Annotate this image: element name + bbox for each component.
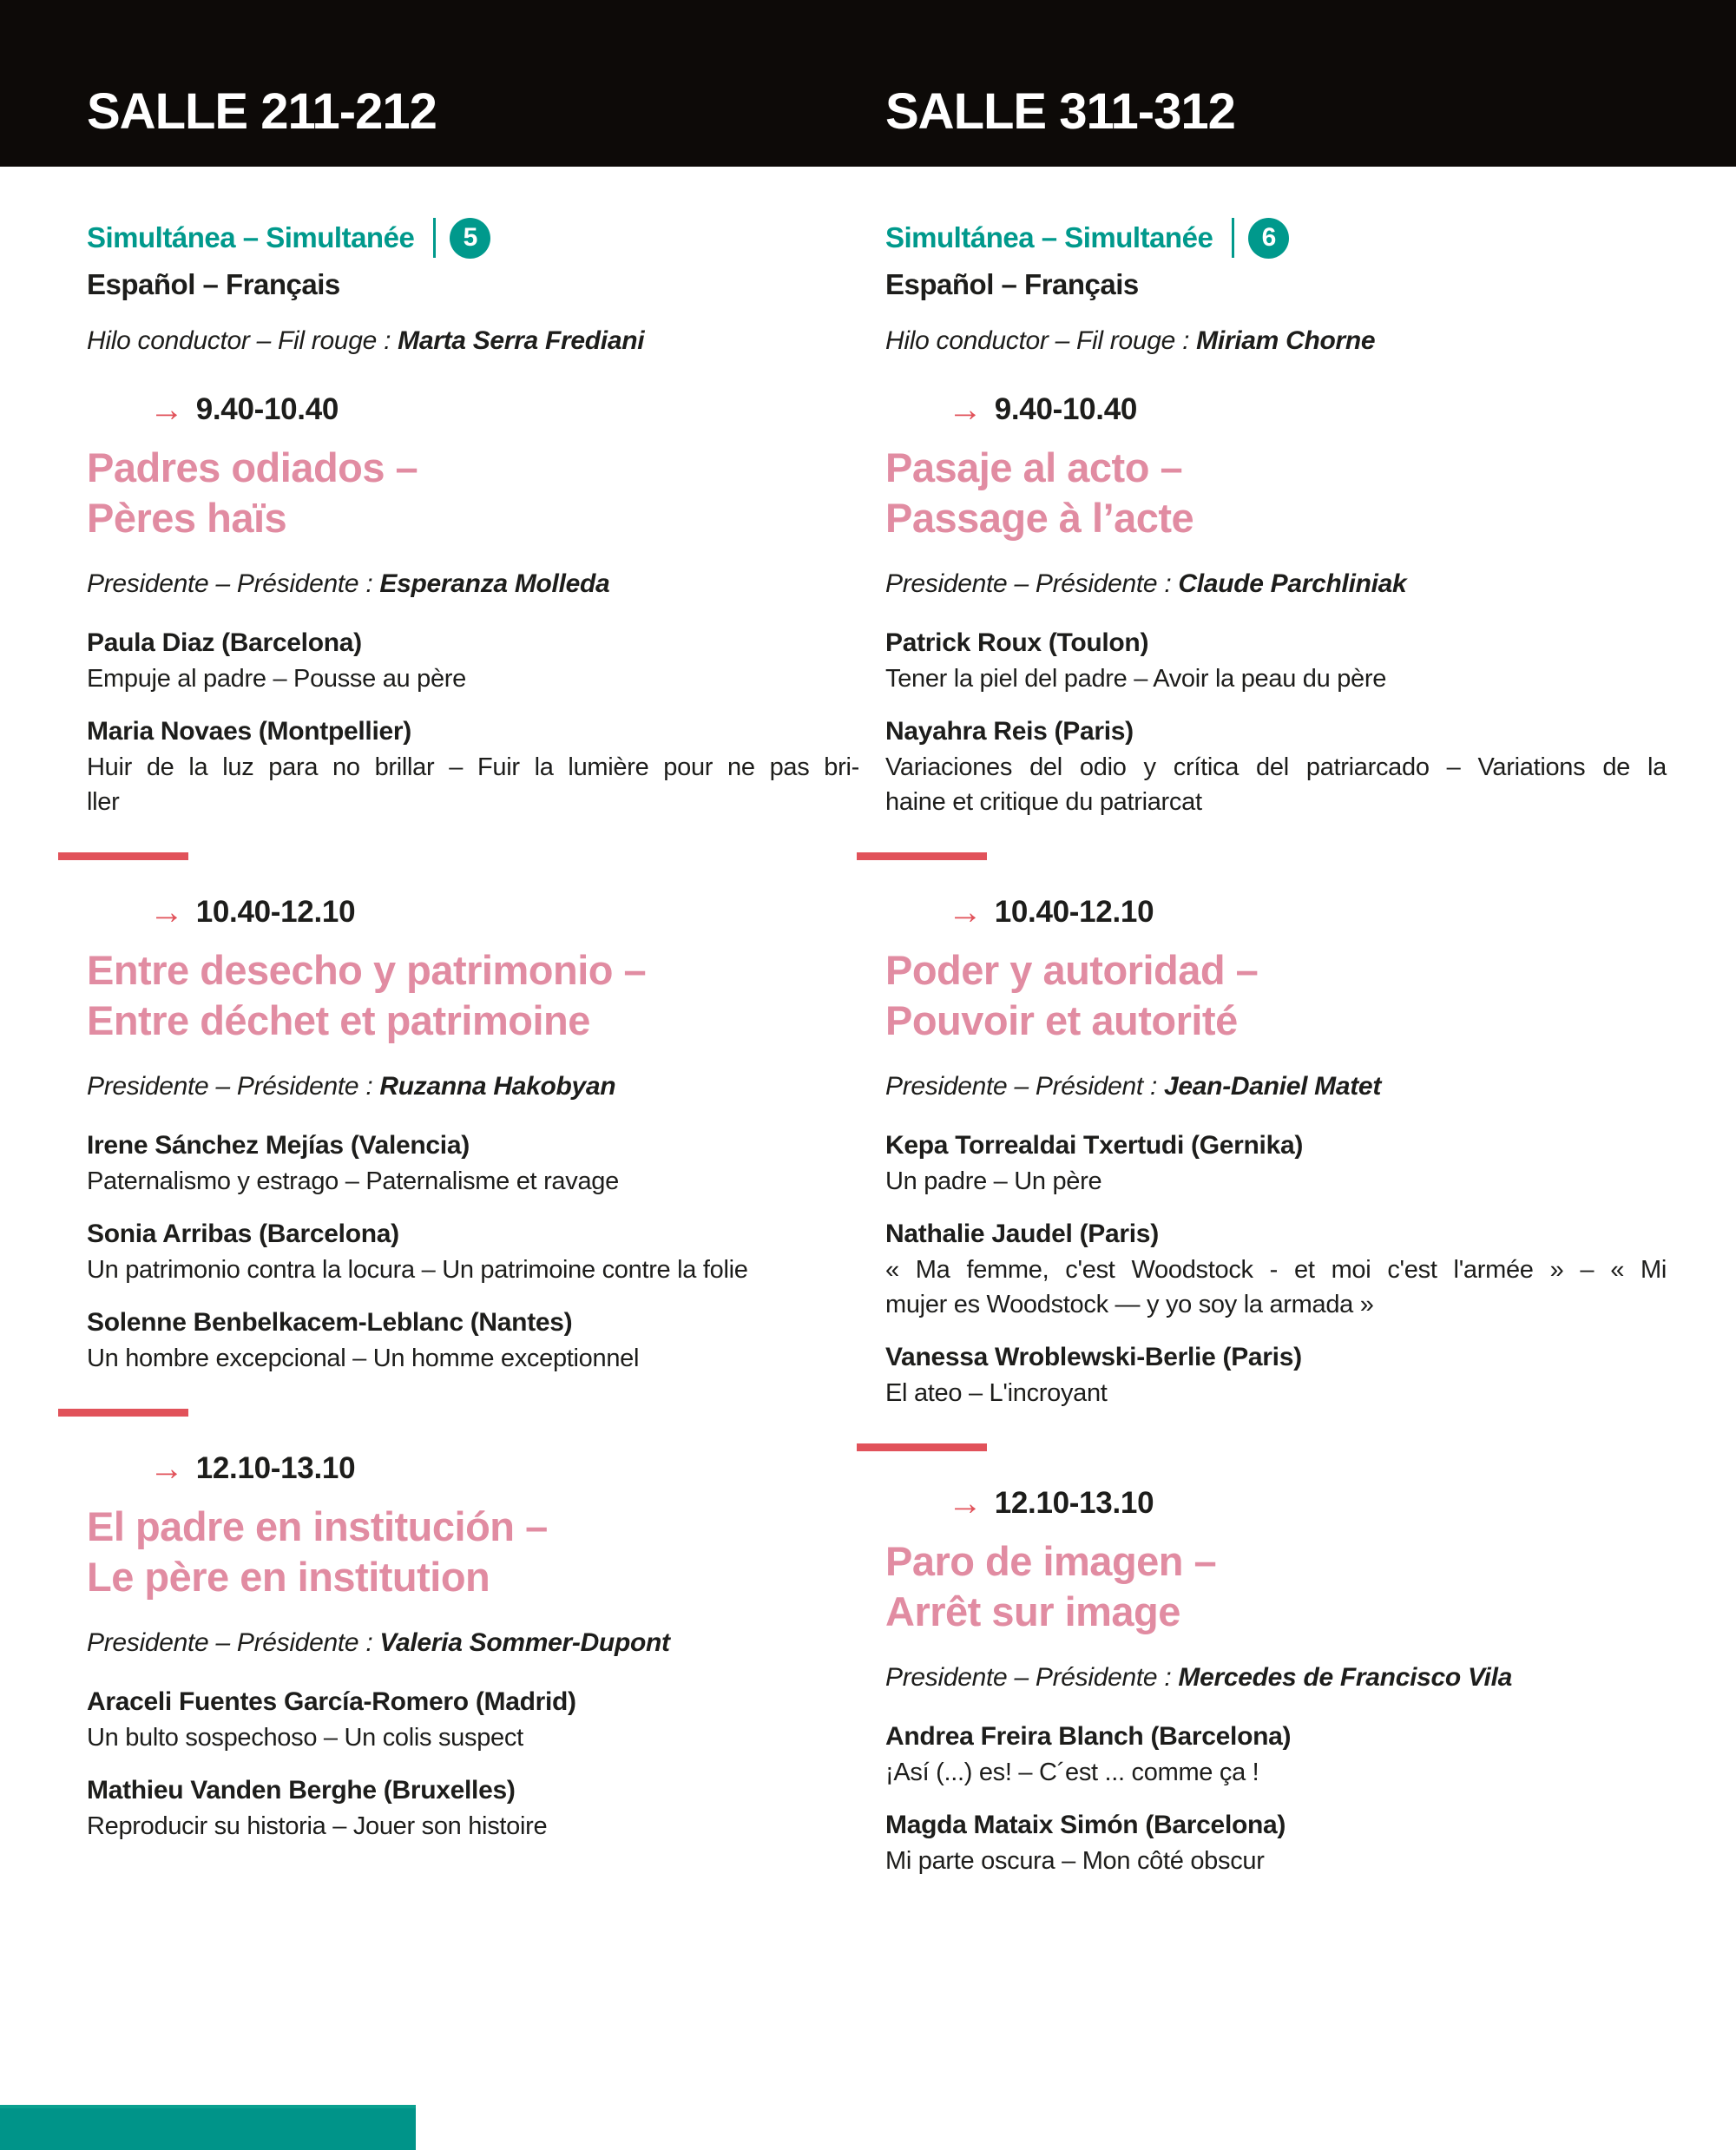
speaker-name: Maria Novaes (Montpellier): [87, 717, 411, 746]
session-title-line: Arrêt sur image: [885, 1588, 1180, 1634]
talk-title: Reproducir su historia – Jouer son histoire: [87, 1812, 548, 1840]
session: [885, 893, 1667, 1451]
session-title-line: Passage à l’acte: [885, 495, 1194, 541]
session-title-line: El padre en institución –: [87, 1503, 548, 1549]
talk: [87, 1216, 859, 1287]
chair-line: [885, 568, 1667, 601]
room-number-badge: 6: [1248, 218, 1289, 259]
session: [87, 1450, 859, 1844]
header-band: [0, 0, 1736, 167]
chair-label: Presidente – Présidente :: [87, 1628, 380, 1657]
session-title-line: Pouvoir et autorité: [885, 997, 1238, 1043]
mode-row: [885, 217, 1667, 259]
room-title-right: SALLE 311-312: [885, 83, 1235, 140]
session-title: [87, 945, 859, 1046]
session-time-row: [948, 1484, 1667, 1522]
session-title: [87, 1502, 859, 1602]
speaker-name: Nathalie Jaudel (Paris): [885, 1220, 1159, 1248]
chair-name: Valeria Sommer-Dupont: [379, 1628, 670, 1657]
chair-name: Esperanza Molleda: [379, 569, 610, 598]
speaker-name: Magda Mataix Simón (Barcelona): [885, 1811, 1286, 1839]
talk-list: [885, 625, 1667, 819]
session-title-line: Le père en institution: [87, 1554, 490, 1600]
chair-label: Presidente – Présidente :: [87, 569, 380, 598]
chair-name: Ruzanna Hakobyan: [379, 1072, 616, 1101]
talk-title: Un bulto sospechoso – Un colis suspect: [87, 1724, 523, 1752]
talk-list: [885, 1128, 1667, 1410]
talk-title: Variaciones del odio y crítica del patriarcado – Variations de la: [885, 753, 1667, 781]
column-salle-211-212: [87, 217, 859, 1861]
session-time: 12.10-13.10: [195, 1451, 356, 1485]
thread-label: Hilo conductor – Fil rouge :: [87, 326, 398, 355]
talk-title: Empuje al padre – Pousse au père: [87, 665, 466, 693]
talk-title: haine et critique du patriarcat: [885, 788, 1202, 816]
session-time-row: [948, 391, 1667, 429]
session-title-line: Paro de imagen –: [885, 1538, 1217, 1584]
session-title: [885, 443, 1667, 543]
mode-label: Simultánea – Simultanée: [87, 221, 415, 253]
talk: [87, 713, 859, 819]
talk-list: [87, 625, 859, 819]
talk: [885, 1807, 1667, 1878]
vertical-separator: [1232, 218, 1234, 258]
chair-label: Presidente – Présidente :: [87, 1072, 380, 1101]
chair-name: Mercedes de Francisco Vila: [1178, 1663, 1513, 1692]
section-divider: [857, 852, 987, 860]
session: [885, 1484, 1667, 1878]
talk: [885, 625, 1667, 696]
talk-title: Un patrimonio contra la locura – Un patrimoine contre la folie: [87, 1256, 748, 1284]
talk-title: Un hombre excepcional – Un homme exceptionnel: [87, 1345, 640, 1372]
room-title-left: SALLE 211-212: [87, 83, 437, 140]
chair-line: [87, 1070, 859, 1103]
arrow-right-icon: →: [149, 391, 184, 429]
thread-line: [885, 325, 1667, 358]
session-time-row: [149, 1450, 859, 1488]
session: [87, 893, 859, 1417]
chair-label: Presidente – Présidente :: [885, 569, 1179, 598]
session-title-line: Pasaje al acto –: [885, 444, 1183, 490]
arrow-right-icon: →: [948, 391, 983, 429]
speaker-name: Nayahra Reis (Paris): [885, 717, 1134, 746]
talk-list: [885, 1719, 1667, 1878]
talk: [87, 1128, 859, 1199]
column-salle-311-312: [885, 217, 1667, 1896]
section-divider: [58, 1409, 188, 1417]
session-time: 9.40-10.40: [994, 392, 1138, 426]
chair-line: [885, 1661, 1667, 1694]
session-title-line: Padres odiados –: [87, 444, 418, 490]
session-title-line: Pères haïs: [87, 495, 287, 541]
session-title: [87, 443, 859, 543]
speaker-name: Irene Sánchez Mejías (Valencia): [87, 1131, 470, 1160]
session-time-row: [149, 893, 859, 931]
talk-list: [87, 1128, 859, 1376]
session-title: [885, 945, 1667, 1046]
session: [885, 391, 1667, 860]
speaker-name: Kepa Torrealdai Txertudi (Gernika): [885, 1131, 1304, 1160]
talk: [87, 1684, 859, 1755]
talk-title: El ateo – L'incroyant: [885, 1379, 1108, 1407]
talk: [885, 1216, 1667, 1322]
session-time-row: [948, 893, 1667, 931]
session-time: 9.40-10.40: [195, 392, 339, 426]
session-title-line: Entre desecho y patrimonio –: [87, 947, 647, 993]
talk-title: « Ma femme, c'est Woodstock - et moi c'est l'armée » – « Mi: [885, 1256, 1667, 1284]
chair-line: [87, 568, 859, 601]
thread-name: Miriam Chorne: [1196, 326, 1376, 355]
vertical-separator: [433, 218, 436, 258]
chair-name: Jean-Daniel Matet: [1164, 1072, 1382, 1101]
session-time: 10.40-12.10: [195, 895, 356, 929]
talk-title: Tener la piel del padre – Avoir la peau du père: [885, 665, 1387, 693]
arrow-right-icon: →: [149, 1450, 184, 1488]
talk-title: mujer es Woodstock — y yo soy la armada »: [885, 1291, 1374, 1318]
session-title-line: Poder y autoridad –: [885, 947, 1259, 993]
speaker-name: Araceli Fuentes García-Romero (Madrid): [87, 1687, 576, 1716]
chair-label: Presidente – Présidente :: [885, 1663, 1179, 1692]
thread-label: Hilo conductor – Fil rouge :: [885, 326, 1197, 355]
speaker-name: Andrea Freira Blanch (Barcelona): [885, 1722, 1292, 1751]
talk: [87, 1305, 859, 1376]
thread-line: [87, 325, 859, 358]
talk-title: ¡Así (...) es! – C´est ... comme ça !: [885, 1759, 1259, 1786]
thread-name: Marta Serra Frediani: [398, 326, 645, 355]
arrow-right-icon: →: [948, 1484, 983, 1522]
session-title: [885, 1536, 1667, 1637]
mode-row: [87, 217, 859, 259]
chair-line: [885, 1070, 1667, 1103]
session: [87, 391, 859, 860]
section-divider: [857, 1443, 987, 1451]
speaker-name: Sonia Arribas (Barcelona): [87, 1220, 399, 1248]
session-time: 12.10-13.10: [994, 1486, 1154, 1520]
talk: [885, 1339, 1667, 1410]
languages-label: Español – Français: [885, 268, 1139, 300]
talk: [885, 1128, 1667, 1199]
talk-title: Huir de la luz para no brillar – Fuir la lumière pour ne pas bri-: [87, 753, 859, 781]
footer-accent-bar: [0, 2105, 416, 2150]
talk-title: ller: [87, 788, 120, 816]
session-time: 10.40-12.10: [994, 895, 1154, 929]
chair-label: Presidente – Président :: [885, 1072, 1165, 1101]
speaker-name: Solenne Benbelkacem-Leblanc (Nantes): [87, 1308, 573, 1337]
talk-list: [87, 1684, 859, 1844]
speaker-name: Mathieu Vanden Berghe (Bruxelles): [87, 1776, 516, 1805]
room-number-badge: 5: [450, 218, 490, 259]
speaker-name: Patrick Roux (Toulon): [885, 628, 1149, 657]
arrow-right-icon: →: [948, 893, 983, 931]
section-divider: [58, 852, 188, 860]
talk: [885, 1719, 1667, 1790]
talk-title: Mi parte oscura – Mon côté obscur: [885, 1847, 1265, 1875]
chair-name: Claude Parchliniak: [1178, 569, 1407, 598]
speaker-name: Vanessa Wroblewski-Berlie (Paris): [885, 1343, 1302, 1371]
talk: [87, 1772, 859, 1844]
arrow-right-icon: →: [149, 893, 184, 931]
languages-label: Español – Français: [87, 268, 340, 300]
talk: [87, 625, 859, 696]
talk-title: Un padre – Un père: [885, 1167, 1102, 1195]
session-time-row: [149, 391, 859, 429]
chair-line: [87, 1627, 859, 1660]
session-title-line: Entre déchet et patrimoine: [87, 997, 590, 1043]
talk-title: Paternalismo y estrago – Paternalisme et ravage: [87, 1167, 619, 1195]
talk: [885, 713, 1667, 819]
speaker-name: Paula Diaz (Barcelona): [87, 628, 362, 657]
mode-label: Simultánea – Simultanée: [885, 221, 1213, 253]
